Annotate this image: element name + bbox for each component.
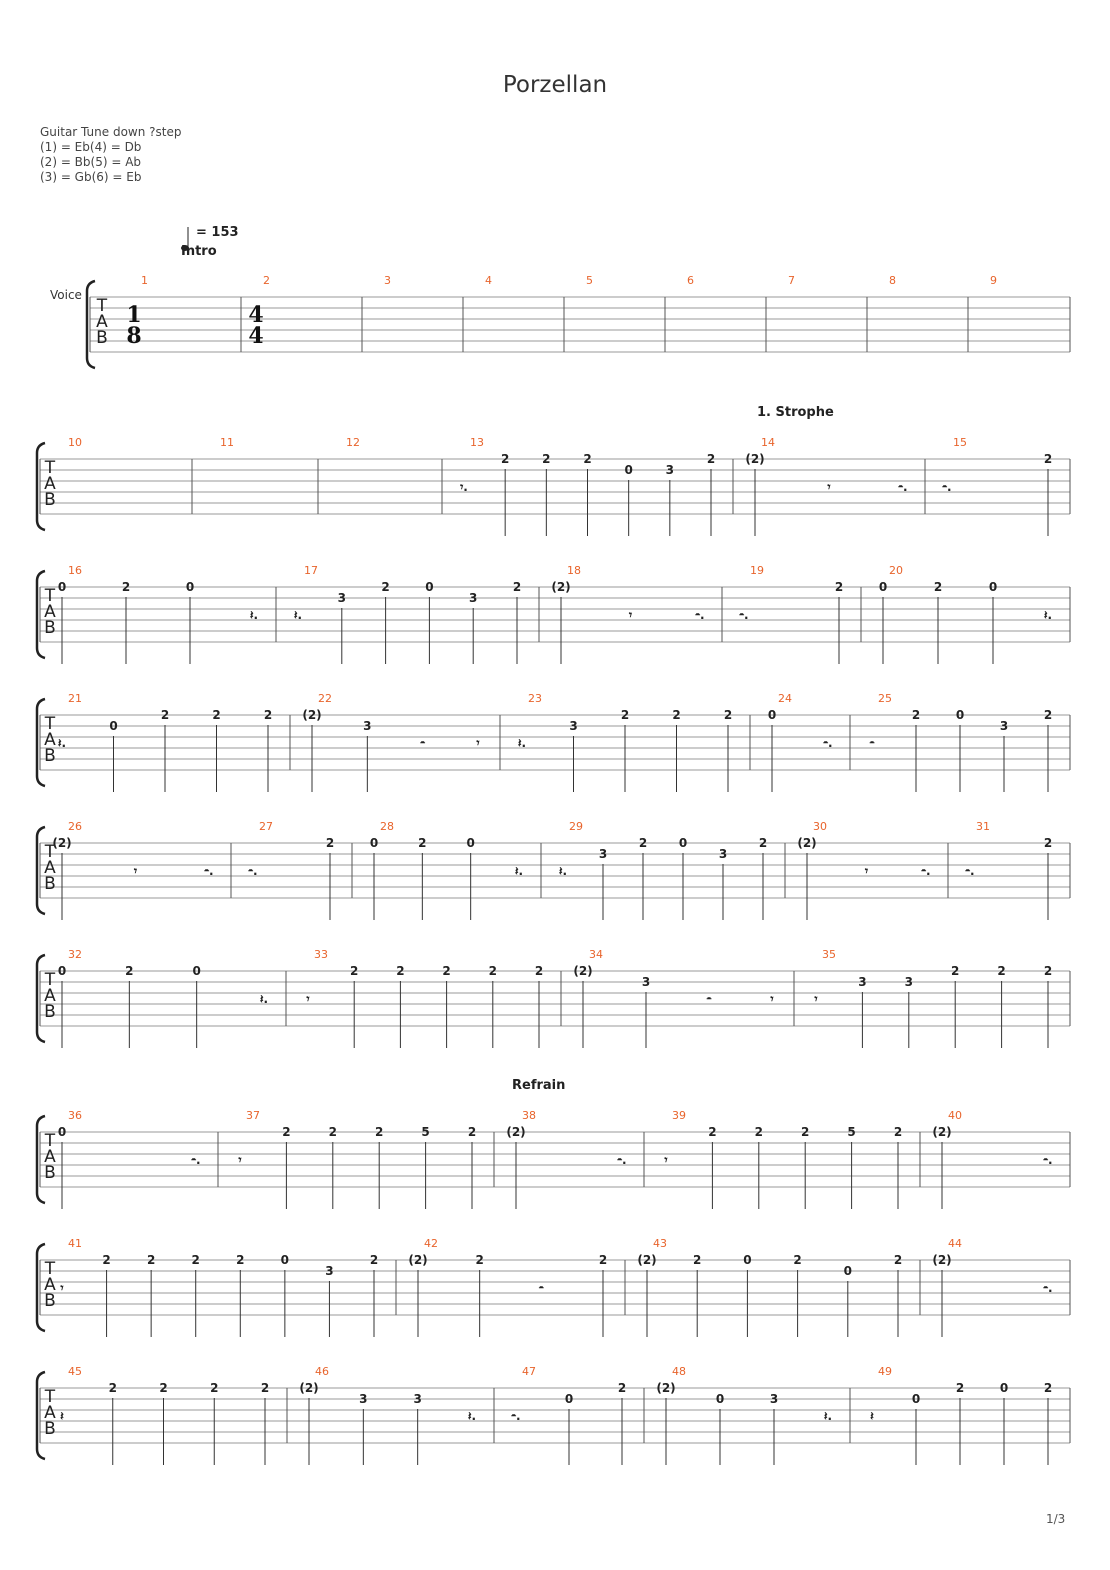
fret-number: 2 bbox=[801, 1125, 810, 1139]
fret-number: 2 bbox=[210, 1381, 219, 1395]
fret-number: 2 bbox=[793, 1253, 802, 1267]
fret-number: 2 bbox=[125, 964, 134, 978]
fret-number: 2 bbox=[381, 580, 390, 594]
fret-number: 2 bbox=[325, 836, 335, 850]
measure-number: 41 bbox=[68, 1237, 82, 1250]
measure-number: 21 bbox=[68, 692, 82, 705]
rest-symbol: 𝄼 bbox=[869, 736, 875, 750]
rest-symbol: 𝄼 bbox=[706, 992, 712, 1006]
measure-number: 29 bbox=[569, 820, 583, 833]
fret-number: (2) bbox=[408, 1253, 428, 1267]
fret-number: 2 bbox=[512, 580, 522, 594]
tab-clef-letter: T bbox=[44, 458, 56, 478]
rest-symbol: 𝄽. bbox=[293, 608, 303, 622]
fret-number: (2) bbox=[52, 836, 72, 850]
fret-number: 2 bbox=[723, 708, 733, 722]
rest-symbol: 𝄽. bbox=[57, 736, 67, 750]
fret-number: 2 bbox=[955, 1381, 965, 1395]
voice-label: Voice bbox=[50, 288, 82, 302]
fret-number: 3 bbox=[325, 1264, 334, 1278]
fret-number: 2 bbox=[159, 1381, 168, 1395]
measure-number: 45 bbox=[68, 1365, 82, 1378]
fret-number: (2) bbox=[551, 580, 571, 594]
fret-number: (2) bbox=[656, 1381, 676, 1395]
fret-number: 2 bbox=[488, 964, 497, 978]
fret-number: 0 bbox=[715, 1392, 725, 1406]
fret-number: 2 bbox=[282, 1125, 291, 1139]
measure-number: 4 bbox=[485, 274, 492, 287]
fret-number: 2 bbox=[121, 580, 131, 594]
fret-number: 2 bbox=[542, 452, 551, 466]
rest-symbol: 𝄼. bbox=[898, 480, 908, 494]
measure-number: 23 bbox=[528, 692, 542, 705]
fret-number: 2 bbox=[146, 1253, 156, 1267]
fret-number: 3 bbox=[718, 847, 728, 861]
rest-symbol: 𝄼. bbox=[1043, 1153, 1053, 1167]
fret-number: 0 bbox=[192, 964, 201, 978]
measure-number: 2 bbox=[263, 274, 270, 287]
tab-clef-letter: T bbox=[44, 714, 56, 734]
measure-number: 49 bbox=[878, 1365, 892, 1378]
rest-symbol: 𝄼. bbox=[695, 608, 705, 622]
time-signature-top: 1 bbox=[126, 302, 142, 328]
fret-number: 2 bbox=[328, 1125, 337, 1139]
measure-number: 7 bbox=[788, 274, 795, 287]
rest-symbol: 𝄾 bbox=[814, 992, 818, 1006]
rest-symbol: 𝄼. bbox=[942, 480, 952, 494]
fret-number: 2 bbox=[375, 1125, 384, 1139]
tab-clef-letter: A bbox=[44, 1403, 56, 1423]
tab-clef-letter: B bbox=[44, 490, 56, 510]
measure-number: 12 bbox=[346, 436, 360, 449]
rest-symbol: 𝄾. bbox=[460, 480, 468, 494]
fret-number: (2) bbox=[299, 1381, 319, 1395]
measure-number: 22 bbox=[318, 692, 332, 705]
fret-number: 2 bbox=[1043, 452, 1053, 466]
tuning-line: (2) = Bb(5) = Ab bbox=[40, 155, 142, 169]
rest-symbol: 𝄼. bbox=[823, 736, 833, 750]
fret-number: 2 bbox=[754, 1125, 763, 1139]
time-signature-top: 4 bbox=[248, 302, 264, 328]
fret-number: 2 bbox=[260, 1381, 270, 1395]
rest-symbol: 𝄼. bbox=[921, 864, 931, 878]
fret-number: 0 bbox=[109, 719, 118, 733]
rest-symbol: 𝄽. bbox=[1043, 608, 1053, 622]
fret-number: 0 bbox=[564, 1392, 574, 1406]
fret-number: 2 bbox=[475, 1253, 484, 1267]
tab-clef-letter: A bbox=[44, 730, 56, 750]
measure-number: 27 bbox=[259, 820, 273, 833]
tuning-line: (3) = Gb(6) = Eb bbox=[40, 170, 142, 184]
fret-number: (2) bbox=[745, 452, 765, 466]
measure-number: 3 bbox=[384, 274, 391, 287]
tab-clef-letter: T bbox=[44, 842, 56, 862]
tab-clef-letter: T bbox=[44, 586, 56, 606]
rest-symbol: 𝄽. bbox=[259, 992, 269, 1006]
fret-number: 2 bbox=[396, 964, 405, 978]
tab-clef-letter: B bbox=[44, 874, 56, 894]
fret-number: 0 bbox=[911, 1392, 921, 1406]
fret-number: 2 bbox=[893, 1253, 903, 1267]
fret-number: (2) bbox=[302, 708, 322, 722]
fret-number: 0 bbox=[57, 964, 67, 978]
measure-number: 36 bbox=[68, 1109, 82, 1122]
rest-symbol: 𝄽. bbox=[517, 736, 527, 750]
tab-clef-letter: T bbox=[44, 1131, 56, 1151]
rest-symbol: 𝄽. bbox=[823, 1409, 833, 1423]
fret-number: 2 bbox=[758, 836, 768, 850]
fret-number: 3 bbox=[769, 1392, 779, 1406]
fret-number: 0 bbox=[843, 1264, 852, 1278]
fret-number: 2 bbox=[997, 964, 1006, 978]
measure-number: 34 bbox=[589, 948, 603, 961]
fret-number: 2 bbox=[108, 1381, 117, 1395]
fret-number: 2 bbox=[467, 1125, 477, 1139]
fret-number: (2) bbox=[797, 836, 817, 850]
rest-symbol: 𝄽 bbox=[60, 1409, 64, 1423]
fret-number: 3 bbox=[363, 719, 372, 733]
fret-number: 0 bbox=[999, 1381, 1009, 1395]
rest-symbol: 𝄽. bbox=[467, 1409, 477, 1423]
rest-symbol: 𝄾 bbox=[133, 864, 138, 878]
measure-number: 40 bbox=[948, 1109, 962, 1122]
time-signature-bottom: 8 bbox=[126, 323, 142, 349]
fret-number: 0 bbox=[988, 580, 998, 594]
fret-number: 3 bbox=[999, 719, 1009, 733]
rest-symbol: 𝄽. bbox=[514, 864, 524, 878]
rest-symbol: 𝄼. bbox=[739, 608, 749, 622]
time-signature-bottom: 4 bbox=[248, 323, 264, 349]
fret-number: 3 bbox=[413, 1392, 422, 1406]
measure-number: 24 bbox=[778, 692, 792, 705]
section-label-strophe: 1. Strophe bbox=[757, 405, 834, 420]
fret-number: 2 bbox=[911, 708, 921, 722]
measure-number: 13 bbox=[470, 436, 484, 449]
fret-number: 0 bbox=[425, 580, 434, 594]
fret-number: 2 bbox=[369, 1253, 379, 1267]
tab-clef-letter: T bbox=[96, 296, 108, 316]
fret-number: (2) bbox=[637, 1253, 657, 1267]
fret-number: (2) bbox=[506, 1125, 526, 1139]
fret-number: 3 bbox=[641, 975, 651, 989]
rest-symbol: 𝄼. bbox=[511, 1409, 521, 1423]
rest-symbol: 𝄾 bbox=[306, 992, 310, 1006]
fret-number: 2 bbox=[1043, 1381, 1053, 1395]
measure-number: 15 bbox=[953, 436, 967, 449]
measure-number: 8 bbox=[889, 274, 896, 287]
rest-symbol: 𝄾 bbox=[770, 992, 774, 1006]
rest-symbol: 𝄾 bbox=[827, 480, 831, 494]
song-title: Porzellan bbox=[502, 72, 608, 98]
measure-number: 30 bbox=[813, 820, 827, 833]
fret-number: 2 bbox=[1043, 708, 1053, 722]
fret-number: 0 bbox=[185, 580, 195, 594]
fret-number: 2 bbox=[500, 452, 510, 466]
fret-number: 2 bbox=[951, 964, 960, 978]
fret-number: 2 bbox=[350, 964, 359, 978]
fret-number: 2 bbox=[442, 964, 451, 978]
measure-number: 1 bbox=[141, 274, 148, 287]
measure-number: 47 bbox=[522, 1365, 536, 1378]
fret-number: 2 bbox=[638, 836, 648, 850]
fret-number: 2 bbox=[893, 1125, 903, 1139]
measure-number: 5 bbox=[586, 274, 593, 287]
measure-number: 14 bbox=[761, 436, 775, 449]
measure-number: 39 bbox=[672, 1109, 686, 1122]
tab-clef-letter: B bbox=[44, 1291, 56, 1311]
fret-number: 2 bbox=[583, 452, 592, 466]
fret-number: 2 bbox=[672, 708, 681, 722]
fret-number: 2 bbox=[693, 1253, 702, 1267]
tab-clef-letter: B bbox=[44, 1002, 56, 1022]
tab-clef-letter: T bbox=[44, 1259, 56, 1279]
fret-number: 0 bbox=[678, 836, 688, 850]
tab-clef-letter: A bbox=[44, 986, 56, 1006]
fret-number: 3 bbox=[569, 719, 578, 733]
rest-symbol: 𝄼. bbox=[617, 1153, 627, 1167]
fret-number: 2 bbox=[834, 580, 844, 594]
measure-number: 18 bbox=[567, 564, 581, 577]
fret-number: 3 bbox=[598, 847, 608, 861]
measure-number: 9 bbox=[990, 274, 997, 287]
fret-number: 0 bbox=[57, 580, 67, 594]
rest-symbol: 𝄾 bbox=[476, 736, 480, 750]
fret-number: 2 bbox=[236, 1253, 245, 1267]
rest-symbol: 𝄾 bbox=[864, 864, 869, 878]
fret-number: 2 bbox=[263, 708, 273, 722]
measure-number: 10 bbox=[68, 436, 82, 449]
tuning-line: (1) = Eb(4) = Db bbox=[40, 140, 142, 154]
tab-clef-letter: A bbox=[44, 1275, 56, 1295]
measure-number: 42 bbox=[424, 1237, 438, 1250]
rest-symbol: 𝄼. bbox=[248, 864, 258, 878]
fret-number: 0 bbox=[955, 708, 965, 722]
rest-symbol: 𝄾 bbox=[664, 1153, 668, 1167]
rest-symbol: 𝄼. bbox=[191, 1153, 201, 1167]
measure-number: 26 bbox=[68, 820, 82, 833]
tempo-marking: = 153 bbox=[196, 225, 239, 240]
rest-symbol: 𝄼. bbox=[204, 864, 214, 878]
fret-number: 0 bbox=[743, 1253, 752, 1267]
measure-number: 37 bbox=[246, 1109, 260, 1122]
rest-symbol: 𝄼. bbox=[965, 864, 975, 878]
fret-number: 0 bbox=[280, 1253, 290, 1267]
rest-symbol: 𝄼 bbox=[420, 736, 425, 750]
fret-number: 2 bbox=[534, 964, 544, 978]
page-number: 1/3 bbox=[1046, 1512, 1066, 1526]
tab-clef-letter: B bbox=[44, 618, 56, 638]
rest-symbol: 𝄽. bbox=[558, 864, 568, 878]
fret-number: 2 bbox=[933, 580, 943, 594]
fret-number: 2 bbox=[160, 708, 170, 722]
fret-number: 2 bbox=[418, 836, 427, 850]
fret-number: 3 bbox=[359, 1392, 368, 1406]
rest-symbol: 𝄼. bbox=[1043, 1281, 1053, 1295]
measure-number: 20 bbox=[889, 564, 903, 577]
tab-clef-letter: T bbox=[44, 970, 56, 990]
fret-number: 2 bbox=[706, 452, 716, 466]
intro-label: Intro bbox=[181, 244, 217, 259]
fret-number: (2) bbox=[573, 964, 593, 978]
fret-number: (2) bbox=[932, 1125, 952, 1139]
measure-number: 17 bbox=[304, 564, 318, 577]
fret-number: 2 bbox=[212, 708, 221, 722]
tab-clef-letter: B bbox=[44, 1163, 56, 1183]
tab-clef-letter: A bbox=[44, 602, 56, 622]
tab-clef-letter: A bbox=[44, 858, 56, 878]
rest-symbol: 𝄽. bbox=[249, 608, 259, 622]
rest-symbol: 𝄾 bbox=[628, 608, 633, 622]
rest-symbol: 𝄽 bbox=[870, 1409, 874, 1423]
tab-clef-letter: T bbox=[44, 1387, 56, 1407]
measure-number: 46 bbox=[315, 1365, 329, 1378]
tab-clef-letter: B bbox=[44, 746, 56, 766]
fret-number: 2 bbox=[617, 1381, 627, 1395]
fret-number: 3 bbox=[469, 591, 478, 605]
fret-number: 5 bbox=[421, 1125, 430, 1139]
tab-clef-letter: B bbox=[44, 1419, 56, 1439]
fret-number: 2 bbox=[708, 1125, 717, 1139]
system-bracket bbox=[87, 281, 95, 368]
fret-number: 3 bbox=[665, 463, 675, 477]
measure-number: 16 bbox=[68, 564, 82, 577]
fret-number: 2 bbox=[620, 708, 630, 722]
measure-number: 28 bbox=[380, 820, 394, 833]
rest-symbol: 𝄾 bbox=[60, 1281, 64, 1295]
fret-number: 0 bbox=[624, 463, 633, 477]
fret-number: (2) bbox=[932, 1253, 952, 1267]
fret-number: 3 bbox=[858, 975, 867, 989]
measure-number: 44 bbox=[948, 1237, 962, 1250]
measure-number: 35 bbox=[822, 948, 836, 961]
fret-number: 2 bbox=[191, 1253, 200, 1267]
measure-number: 25 bbox=[878, 692, 892, 705]
fret-number: 0 bbox=[466, 836, 475, 850]
tab-clef-letter: A bbox=[44, 1147, 56, 1167]
rest-symbol: 𝄾 bbox=[238, 1153, 242, 1167]
measure-number: 19 bbox=[750, 564, 764, 577]
fret-number: 0 bbox=[767, 708, 777, 722]
measure-number: 48 bbox=[672, 1365, 686, 1378]
fret-number: 5 bbox=[847, 1125, 856, 1139]
measure-number: 33 bbox=[314, 948, 328, 961]
measure-number: 31 bbox=[976, 820, 990, 833]
measure-number: 11 bbox=[220, 436, 234, 449]
fret-number: 3 bbox=[337, 591, 346, 605]
fret-number: 2 bbox=[1043, 964, 1053, 978]
fret-number: 0 bbox=[369, 836, 379, 850]
fret-number: 2 bbox=[598, 1253, 608, 1267]
measure-number: 6 bbox=[687, 274, 694, 287]
fret-number: 2 bbox=[102, 1253, 111, 1267]
tab-clef-letter: A bbox=[96, 312, 108, 332]
rest-symbol: 𝄼 bbox=[539, 1281, 544, 1295]
tab-clef-letter: A bbox=[44, 474, 56, 494]
measure-number: 38 bbox=[522, 1109, 536, 1122]
fret-number: 3 bbox=[904, 975, 913, 989]
fret-number: 0 bbox=[57, 1125, 67, 1139]
fret-number: 2 bbox=[1043, 836, 1053, 850]
tab-clef-letter: B bbox=[96, 328, 108, 348]
measure-number: 43 bbox=[653, 1237, 667, 1250]
fret-number: 0 bbox=[878, 580, 888, 594]
section-label-refrain: Refrain bbox=[512, 1078, 566, 1093]
tuning-heading: Guitar Tune down ?step bbox=[40, 125, 182, 139]
measure-number: 32 bbox=[68, 948, 82, 961]
